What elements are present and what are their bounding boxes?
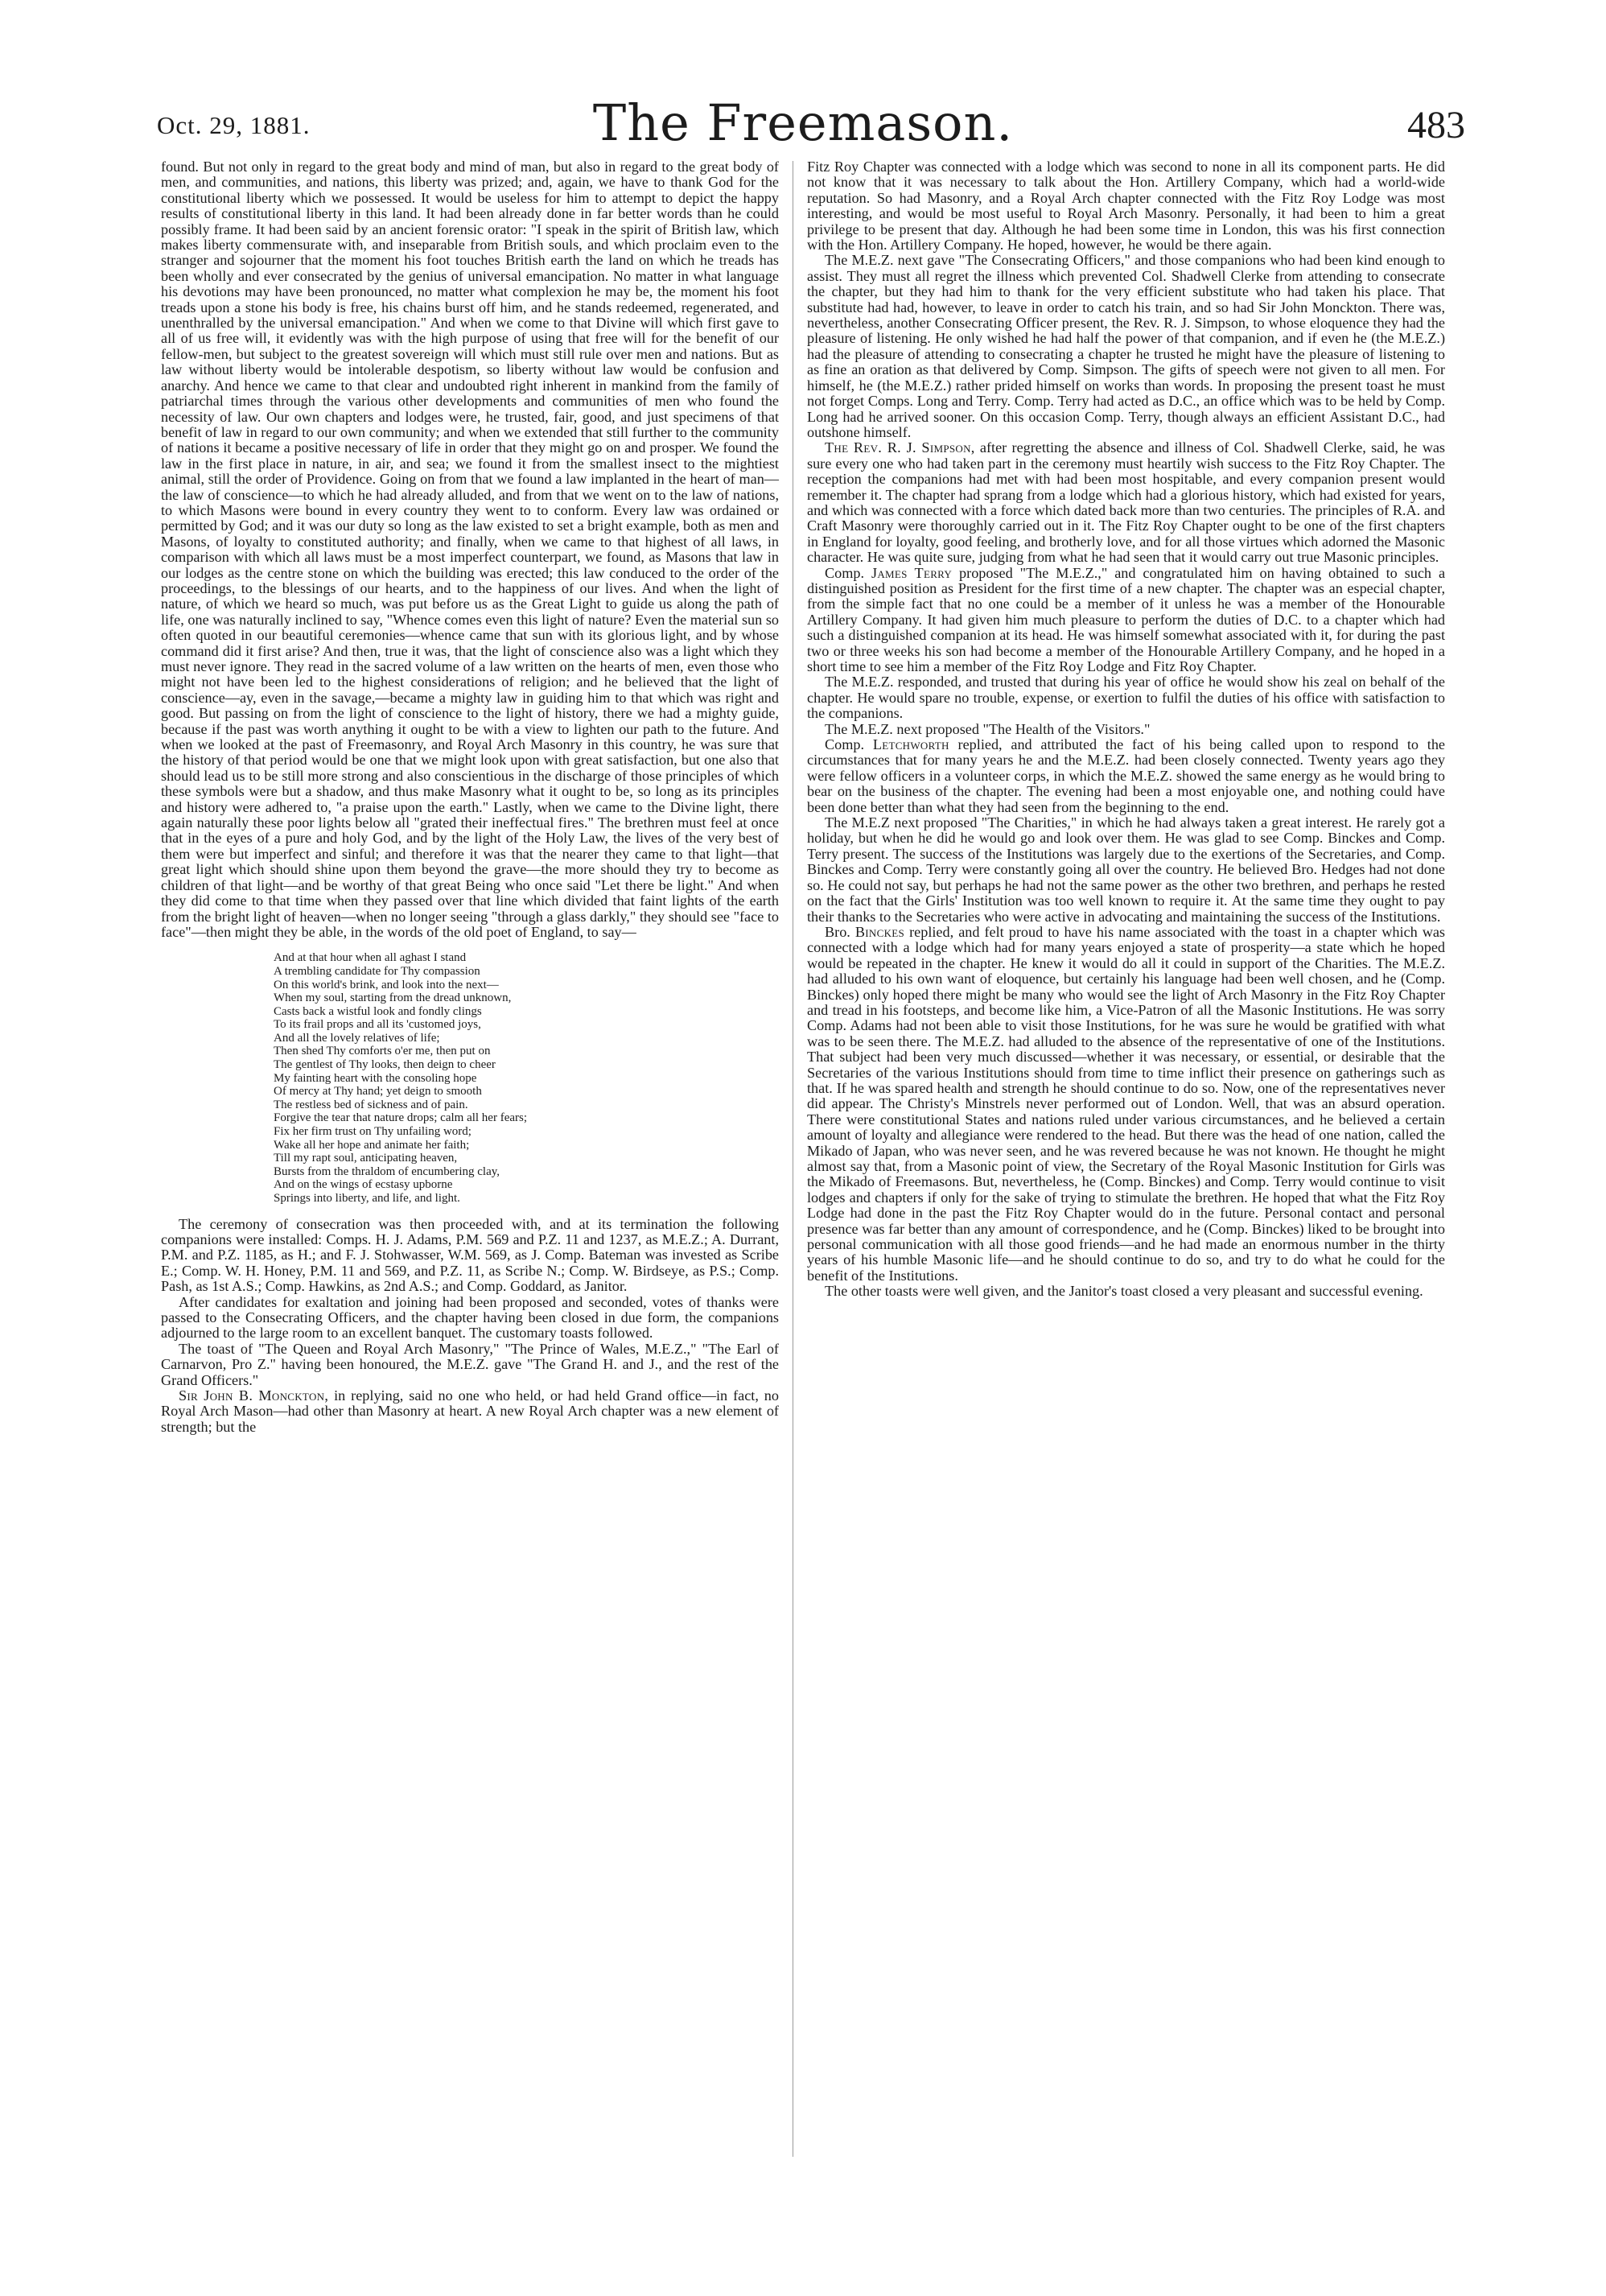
paragraph-prefix: Comp. bbox=[825, 564, 871, 581]
poem-line: Of mercy at Thy hand; yet deign to smooth bbox=[274, 1085, 482, 1099]
paragraph bbox=[161, 1388, 779, 1435]
paragraph: The M.E.Z. next gave "The Consecrating Officers," and those companions who had been kind enough to assist. They must all regret the illness which prevented Col. Shadwell Clerke from attending to consecrate the chapter, but they had him to thank for the very efficient substitute who had taken his place. That substitute had had, however, to leave in order to catch his train, and so had Sir John Monckton. There was, nevertheless, another Consecrating Officer present, the Rev. R. J. Simpson, to whose eloquence they had the pleasure of listening. He only wished he had half the power of that companion, and if even he (the M.E.Z.) had the pleasure of attending to consecrating a chapter he trusted he might have the pleasure of listening to as fine an oration as that delivered by Comp. Simpson. The gifts of speech were not given to all men. For himself, he (the M.E.Z.) rather prided himself on works than words. In proposing the present toast he must not forget Comps. Long and Terry. Comp. Terry had acted as D.C., an office which was to be held by Comp. Long had he arrived sooner. On this occasion Comp. Terry, though always an efficient Assistant D.C., had outshone himself. bbox=[807, 252, 1445, 440]
poem-line: Wake all her hope and animate her faith; bbox=[274, 1138, 470, 1152]
poem-line: On this world's brink, and look into the next— bbox=[274, 978, 499, 991]
left-column bbox=[161, 159, 779, 1435]
poem-line: Then shed Thy comforts o'er me, then put on bbox=[274, 1045, 491, 1058]
speaker-name: James Terry bbox=[871, 564, 953, 581]
paragraph: After candidates for exaltation and joining had been proposed and seconded, votes of thanks were passed to the Consecrating Officers, and the chapter having been closed in due form, the companions adjourned to the large room to an excellent banquet. The customary toasts followed. bbox=[161, 1293, 779, 1342]
paragraph: The M.E.Z next proposed "The Charities," in which he had always taken a great interest. He rarely got a holiday, but when he did he would go and look over them. He was glad to see Comp. Binckes and Comp. Terry present. The success of the Institutions was largely due to the exertions of the Secretaries, and Comp. Binckes and Comp. Terry were constantly going all over the country. He believed Bro. Hedges had not done so. He could not say, but perhaps he had not the same power as the other two brethren, and perhaps he rested on the fact that the Girls' Institution was too well known to require it. At the same time they ought to pay their thanks to the Secretaries who were active in advocating and maintaining the success of the Institutions. bbox=[807, 814, 1445, 925]
paragraph bbox=[807, 737, 1445, 815]
page-number: 483 bbox=[1407, 104, 1465, 146]
paragraph bbox=[807, 925, 1445, 1284]
poem-line: Forgive the tear that nature drops; calm all her fears; bbox=[274, 1111, 528, 1125]
poem-line: And all the lovely relatives of life; bbox=[274, 1031, 440, 1045]
right-column bbox=[807, 159, 1445, 1300]
poem-line: Casts back a wistful look and fondly clings bbox=[274, 1004, 482, 1018]
speaker-name: Letchworth bbox=[872, 736, 949, 753]
paragraph-text: replied, and attributed the fact of his being called upon to respond to the circumstances that for many years he and the M.E.Z. had been closely connected. Twenty years ago they were fellow officers in a volunteer corps, in which the M.E.Z. showed the same energy as he would bring to bear on the business of the chapter. The evening had been a most enjoyable one, and nothing could have been done better than what they had seen from the beginning to the end. bbox=[807, 736, 1446, 815]
speaker-name: The Rev. R. J. Simpson, bbox=[825, 439, 975, 456]
poem-line: To its frail props and all its 'customed joys, bbox=[274, 1018, 481, 1032]
paragraph-text: proposed "The M.E.Z.," and congratulated him on having obtained to such a distinguished position as President for the first time of a new chapter. The chapter was an especial chapter, from the simple fact that no one could be a member of it unless he was a member of the Honourable Artillery Company. It had given him much pleasure to perform the duties of D.C. to a chapter which had such a distinguished companion at its head. He was himself somewhat associated with it, for during the past two or three weeks his son had become a member of the Honourable Artillery Company, and he hoped in a short time to see him a member of the Fitz Roy Lodge and Fitz Roy Chapter. bbox=[807, 564, 1446, 674]
paragraph: The ceremony of consecration was then proceeded with, and at its termination the following companions were installed: Comps. H. J. Adams, P.M. 569 and P.Z. 11 and 1237, as M.E.Z.; A. Durrant, P.M. and P.Z. 1185, as H.; and F. J. Stohwasser, W.M. 569, as J. Comp. Bateman was invested as Scribe E.; Comp. W. H. Honey, P.M. 11 and 569, and P.Z. 11, as Scribe N.; Comp. W. Birdseye, as P.S.; Comp. Pash, as 1st A.S.; Comp. Hawkins, as 2nd A.S.; and Comp. Goddard, as Janitor. bbox=[161, 1215, 779, 1295]
page-header bbox=[0, 0, 1606, 153]
poem-line: Till my rapt soul, anticipating heaven, bbox=[274, 1152, 458, 1165]
paragraph-prefix: Comp. bbox=[825, 736, 873, 753]
paragraph bbox=[807, 566, 1445, 675]
speaker-name: Sir John B. Monckton, bbox=[179, 1387, 329, 1404]
paragraph: Fitz Roy Chapter was connected with a lodge which was second to none in all its component parts. He did not know that it was necessary to talk about the Hon. Artillery Company, which had a world-wide reputation. So had Masonry, and a Royal Arch chapter connected with the Fitz Roy Lodge was most interesting, and would be most useful to Royal Arch Masonry. Personally, it had been to him a great privilege to be present that day. Although he had been some time in London, this was his first connection with the Hon. Artillery Company. He hoped, however, he would be there again. bbox=[807, 159, 1445, 254]
paragraph-text: in replying, said no one who held, or had held Grand office—in fact, no Royal Arch Mason—had other than Masonry at heart. A new Royal Arch chapter was a new element of strength; but the bbox=[161, 1387, 779, 1435]
issue-date: Oct. 29, 1881. bbox=[157, 111, 311, 139]
poem-line: And at that hour when all aghast I stand bbox=[274, 951, 467, 965]
paragraph bbox=[807, 440, 1445, 565]
poem-line: Springs into liberty, and life, and light. bbox=[274, 1192, 460, 1205]
poem-line: When my soul, starting from the dread unknown, bbox=[274, 991, 512, 1005]
paragraph: The M.E.Z. responded, and trusted that during his year of office he would show his zeal on behalf of the chapter. He would spare no trouble, expense, or exertion to fulfil the duties of his office with satisfaction to the companions. bbox=[807, 674, 1445, 722]
paragraph-text: after regretting the absence and illness of Col. Shadwell Clerke, said, he was sure every one who had taken part in the ceremony must heartily wish success to the Fitz Roy Chapter. The reception the companions had met with had been most hospitable, and every companion present would remember it. The chapter had sprang from a lodge which had a glorious history, which had existed for years, and which was connected with a force which dated back more than two centuries. The principles of R.A. and Craft Masonry were thoroughly carried out in it. The Fitz Roy Chapter ought to be one of the first chapters in England for loyalty, good feeling, and brotherly love, and for all those virtues which adorned the Masonic character. He was quite sure, judging from what he had seen that it would carry out true Masonic principles. bbox=[807, 439, 1445, 566]
paragraph: The M.E.Z. next proposed "The Health of the Visitors." bbox=[825, 720, 1151, 737]
poem-line: And on the wings of ecstasy upborne bbox=[274, 1178, 453, 1192]
paragraph-prefix: Bro. bbox=[825, 923, 855, 940]
poem-line: The gentlest of Thy looks, then deign to cheer bbox=[274, 1058, 496, 1072]
speaker-name: Binckes bbox=[854, 923, 905, 940]
paragraph: The toast of "The Queen and Royal Arch Masonry," "The Prince of Wales, M.E.Z.," "The Earl of Carnarvon, Pro Z." having been honoured, the M.E.Z. gave "The Grand H. and J., and the rest of the Grand Officers." bbox=[161, 1340, 779, 1388]
paragraph: found. But not only in regard to the great body and mind of man, but also in regard to the great body of men, and communities, and nations, this liberty was prized; and, again, we have to thank God for the constitutional liberty which we possessed. It would be useless for him to attempt to depict the happy results of constitutional liberty in this land. It had been already done in far better words than he could possibly frame. It had been said by an ancient forensic orator: "I speak in the spirit of British law, which makes liberty commensurate with, and inseparable from British souls, and which proclaim even to the stranger and sojourner that the moment his foot touches British earth the land on which he treads has been wholly and ever consecrated by the genius of universal emancipation. No matter in what language his devotions may have been pronounced, no matter what complexion he may be, the moment his foot treads upon a stone his body is free, his chains burst off him, and he stands redeemed, regenerated, and unenthralled by the universal emancipation." And when we come to that Divine will which first gave to all of us free will, it evidently was with the high purpose of using that free will for the benefit of our fellow-men, but subject to the greatest sovereign will which must still rule over men and nations. But as law without liberty would be intolerable despotism, so liberty without law would be confusion and anarchy. And hence we came to that clear and undoubted right inherent in mankind from the family of patriarchal times through the various other developments and communities of men who found the necessity of law. Our own chapters and lodges were, he trusted, fair, good, and just specimens of that benefit of law in regard to our own community; and when we extended that still further to the community of nations it became a positive necessary of life in order that they might go on and prosper. We found the law in the first place in nature, in air, and sea; we found it from the smallest insect to the mightiest animal, still the order of Providence. Going on from that we found a law implanted in the heart of man—the law of conscience—to which he had already alluded, and from that we went on to the law of nations, to which Masons were bound in every country they went to to conform. Every law was ordained or permitted by God; and it was our duty so long as the law existed to set a bright example, both as men and Masons, of loyalty to constituted authority; and finally, when we came to that highest of all laws, in comparison with which all laws must be a most imperfect counterpart, we found, as Masons that law in our lodges as the centre stone on which the building was erected; this law conduced to the order of the proceedings, to the blessings of our hearts, and to the happiness of our lives. And when the light of nature, of which we heard so much, was put before us as the Great Light to guide us along the path of life, one was naturally inclined to say, "Whence comes even this light of nature? Even the material sun so often quoted in our beautiful ceremonies—whence came that sun with its glorious light, and by whose command did it first arise? And then, true it was, that the light of conscience also was a light which they must never ignore. They read in the sacred volume of a law written on the hearts of men, even those who might not have been led to the highest considerations of religion; and he believed that the light of conscience—ay, even in the savage,—became a mighty law in guiding him to that which was right and good. But passing on from the light of conscience to the light of history, there we had a mighty guide, because if the past was worth anything it ought to be with a view to lighten our path to the future. And when we looked at the past of Freemasonry, and Royal Arch Masonry in this country, he was sure that the history of that period would be one that we might look upon with great satisfaction, but one also that should lead us to be still more strong and also conscientious in the discharge of those principles of which these symbols were but a shadow, and thus make Masonry what it ought to be, so long as its principles and history were adhered to, "a praise upon the earth." Lastly, when we came to the Divine light, there again naturally these poor lights below all "grated their ineffectual fires." The brethren must feel at once that in the eyes of a pure and holy God, and by the light of the Holy Law, the lives of the very best of them were but imperfect and sinful; and therefore it was that the nearer they came to that light—that great light which should shine upon them beyond the grave—the more should they try to become as children of that light—and be worthy of that great Being who once said "Let there be light." And when they did come to that time when they passed over that line which divided that faint lights of the earth from the bright light of heaven—when no longer seeing "through a glass darkly," they should see "face to face"—then might they be able, in the words of the old poet of England, to say— bbox=[161, 159, 779, 940]
poem-quotation bbox=[274, 951, 779, 1205]
paragraph: The other toasts were well given, and the Janitor's toast closed a very pleasant and successful evening. bbox=[825, 1283, 1423, 1300]
poem-line: The restless bed of sickness and of pain. bbox=[274, 1098, 468, 1111]
paragraph-text: replied, and felt proud to have his name associated with the toast in a chapter which was connected with a lodge which had for many years enjoyed a state of prosperity—a state which he hoped would be repeated in the chapter. He knew it would do all it could in support of the Charities. The M.E.Z. had alluded to his own want of eloquence, but certainly his language had been well chosen, and he (Comp. Binckes) only hoped there might be many who would see the light of Arch Masonry in the Fitz Roy Chapter and tread in his footsteps, and become like him, a Vice-Patron of all the Masonic Institutions. He was sorry Comp. Adams had not been able to visit those Institutions, for he was sure he would be gratified with what was to be seen there. The M.E.Z. had alluded to the absence of the representative of one of the Institutions. That subject had been very much discussed—whether it was necessary, or essential, or desirable that the Secretaries of the various Institutions should from time to time inflict their presence on gatherings such as that. If he was spared health and strength he should continue to do so. Now, one of the representatives never did appear. The Christy's Minstrels never performed out of London. Well, that was an absurd operation. There were constitutional States and nations ruled under various circumstances, and he believed a certain amount of loyalty and allegiance were rendered to the head. But there was the head of one nation, called the Mikado of Japan, who was never seen, and he was revered because he was not known. He thought he might almost say that, from a Masonic point of view, the Secretary of the Royal Masonic Institution for Girls was the Mikado of Freemasons. But, nevertheless, he (Comp. Binckes) and Comp. Terry would continue to visit lodges and chapters if only for the sake of trying to stimulate the brethren. He hoped that what the Fitz Roy Lodge had done in the past the Fitz Roy Chapter would do in the future. Personal contact and personal presence was far better than any amount of correspondence, and he (Comp. Binckes) liked to be brought into personal communication with all those good friends—and he had made an enormous number in the thirty years of his humble Masonic life—and he should continue to do so, and try to do what he could for the benefit of the Institutions. bbox=[807, 923, 1445, 1284]
poem-line: Fix her firm trust on Thy unfailing word; bbox=[274, 1125, 472, 1139]
masthead-title: The Freemason. bbox=[592, 93, 1014, 152]
poem-line: A trembling candidate for Thy compassion bbox=[274, 964, 480, 978]
poem-line: Bursts from the thraldom of encumbering clay, bbox=[274, 1164, 500, 1178]
poem-line: My fainting heart with the consoling hope bbox=[274, 1071, 477, 1085]
